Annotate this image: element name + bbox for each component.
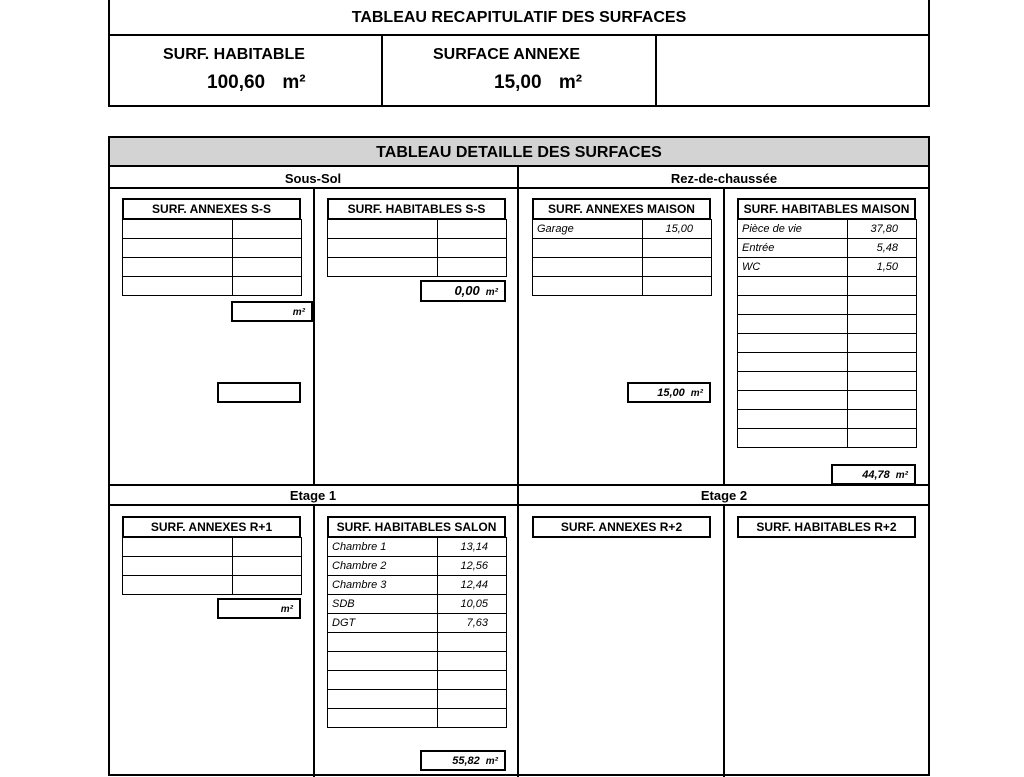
table-row	[123, 239, 302, 258]
habitable-value: 100,60	[207, 72, 266, 93]
table-row	[738, 334, 917, 353]
sdb-label: SDB	[328, 595, 438, 614]
annexes-r1-header: SURF. ANNEXES R+1	[122, 516, 301, 538]
habitables-maison-header: SURF. HABITABLES MAISON	[737, 198, 916, 220]
habitable-unit: m²	[282, 72, 306, 93]
habitables-salon-grid	[327, 537, 507, 728]
floors-divider-2	[108, 504, 930, 506]
etage2-divider	[723, 504, 725, 777]
annexe-value-line	[494, 72, 582, 94]
table-row	[533, 277, 712, 296]
annexes-maison-total-unit: m²	[690, 388, 703, 399]
table-row	[123, 220, 302, 239]
chambre-1-value: 13,14	[438, 538, 507, 557]
table-row	[738, 353, 917, 372]
habitable-label: SURF. HABITABLE	[163, 46, 305, 63]
table-row	[123, 277, 302, 296]
table-row	[738, 315, 917, 334]
table-row	[533, 239, 712, 258]
section-rdc: Rez-de-chaussée	[670, 171, 778, 186]
chambre-1-label: Chambre 1	[328, 538, 438, 557]
table-row	[533, 258, 712, 277]
habitables-maison-total-value: 44,78	[862, 469, 890, 481]
table-row	[123, 576, 302, 595]
table-row	[328, 595, 507, 614]
section-etage1: Etage 1	[289, 488, 337, 503]
habitable-value-line	[207, 72, 306, 94]
dgt-value: 7,63	[438, 614, 507, 633]
sdb-value: 10,05	[438, 595, 507, 614]
habitables-ss-header: SURF. HABITABLES S-S	[327, 198, 506, 220]
annexes-ss-grid	[122, 219, 302, 296]
habitables-maison-total	[831, 464, 916, 485]
table-row	[738, 391, 917, 410]
table-row	[738, 372, 917, 391]
habitables-ss-total-unit: m²	[485, 287, 498, 298]
habitables-salon-total-value: 55,82	[452, 755, 480, 767]
table-row	[328, 709, 507, 728]
annexe-value: 15,00	[494, 72, 542, 93]
table-row	[328, 220, 507, 239]
table-row	[123, 538, 302, 557]
annexe-label: SURFACE ANNEXE	[433, 46, 580, 63]
habitables-ss-total-value: 0,00	[454, 283, 480, 298]
annexe-unit: m²	[558, 72, 583, 93]
recap-title-divider	[108, 34, 930, 36]
table-row	[738, 277, 917, 296]
garage-label: Garage	[533, 220, 643, 239]
chambre-2-label: Chambre 2	[328, 557, 438, 576]
chambre-3-label: Chambre 3	[328, 576, 438, 595]
table-row	[328, 538, 507, 557]
etage1-divider	[313, 504, 315, 777]
annexes-r2-header: SURF. ANNEXES R+2	[532, 516, 711, 538]
entree-value: 5,48	[848, 239, 917, 258]
annexes-maison-grid	[532, 219, 712, 296]
habitables-maison-total-unit: m²	[895, 470, 908, 481]
table-row	[738, 410, 917, 429]
floors-divider	[108, 484, 930, 486]
table-row	[738, 258, 917, 277]
sous-sol-divider	[313, 187, 315, 485]
annexes-r1-total-unit: m²	[280, 604, 293, 615]
table-row	[533, 220, 712, 239]
habitables-salon-header: SURF. HABITABLES SALON	[327, 516, 506, 538]
habitables-r2-header: SURF. HABITABLES R+2	[737, 516, 916, 538]
middle-divider	[517, 167, 519, 777]
table-row	[328, 671, 507, 690]
table-row	[328, 614, 507, 633]
annexes-ss-header: SURF. ANNEXES S-S	[122, 198, 301, 220]
annexes-maison-total-value: 15,00	[657, 387, 685, 399]
table-row	[123, 258, 302, 277]
table-row	[328, 557, 507, 576]
dgt-label: DGT	[328, 614, 438, 633]
annexes-r1-total	[217, 598, 301, 619]
table-row	[738, 220, 917, 239]
sections-divider-top	[108, 187, 930, 189]
annexes-maison-header: SURF. ANNEXES MAISON	[532, 198, 711, 220]
habitables-ss-total	[420, 280, 506, 302]
section-etage2: Etage 2	[700, 488, 748, 503]
detail-title: TABLEAU DETAILLE DES SURFACES	[376, 144, 662, 161]
section-sous-sol: Sous-Sol	[284, 171, 342, 186]
habitables-salon-total-unit: m²	[485, 756, 498, 767]
table-row	[328, 633, 507, 652]
wc-value: 1,50	[848, 258, 917, 277]
garage-value: 15,00	[643, 220, 712, 239]
rdc-divider	[723, 187, 725, 485]
habitables-ss-grid	[327, 219, 507, 277]
habitables-maison-grid	[737, 219, 917, 448]
table-row	[328, 690, 507, 709]
table-row	[328, 258, 507, 277]
annexes-ss-total	[231, 301, 313, 322]
piece-de-vie-label: Pièce de vie	[738, 220, 848, 239]
recap-title: TABLEAU RECAPITULATIF DES SURFACES	[351, 9, 687, 26]
wc-label: WC	[738, 258, 848, 277]
table-row	[738, 239, 917, 258]
recap-divider-1	[381, 34, 383, 107]
chambre-3-value: 12,44	[438, 576, 507, 595]
table-row	[738, 296, 917, 315]
table-row	[328, 576, 507, 595]
entree-label: Entrée	[738, 239, 848, 258]
annexes-ss-empty-box	[217, 382, 301, 403]
annexes-r1-grid	[122, 537, 302, 595]
chambre-2-value: 12,56	[438, 557, 507, 576]
table-row	[123, 557, 302, 576]
table-row	[738, 429, 917, 448]
annexes-maison-total	[627, 382, 711, 403]
recap-divider-2	[655, 34, 657, 107]
table-row	[328, 652, 507, 671]
annexes-ss-total-unit: m²	[292, 307, 305, 318]
table-row	[328, 239, 507, 258]
piece-de-vie-value: 37,80	[848, 220, 917, 239]
